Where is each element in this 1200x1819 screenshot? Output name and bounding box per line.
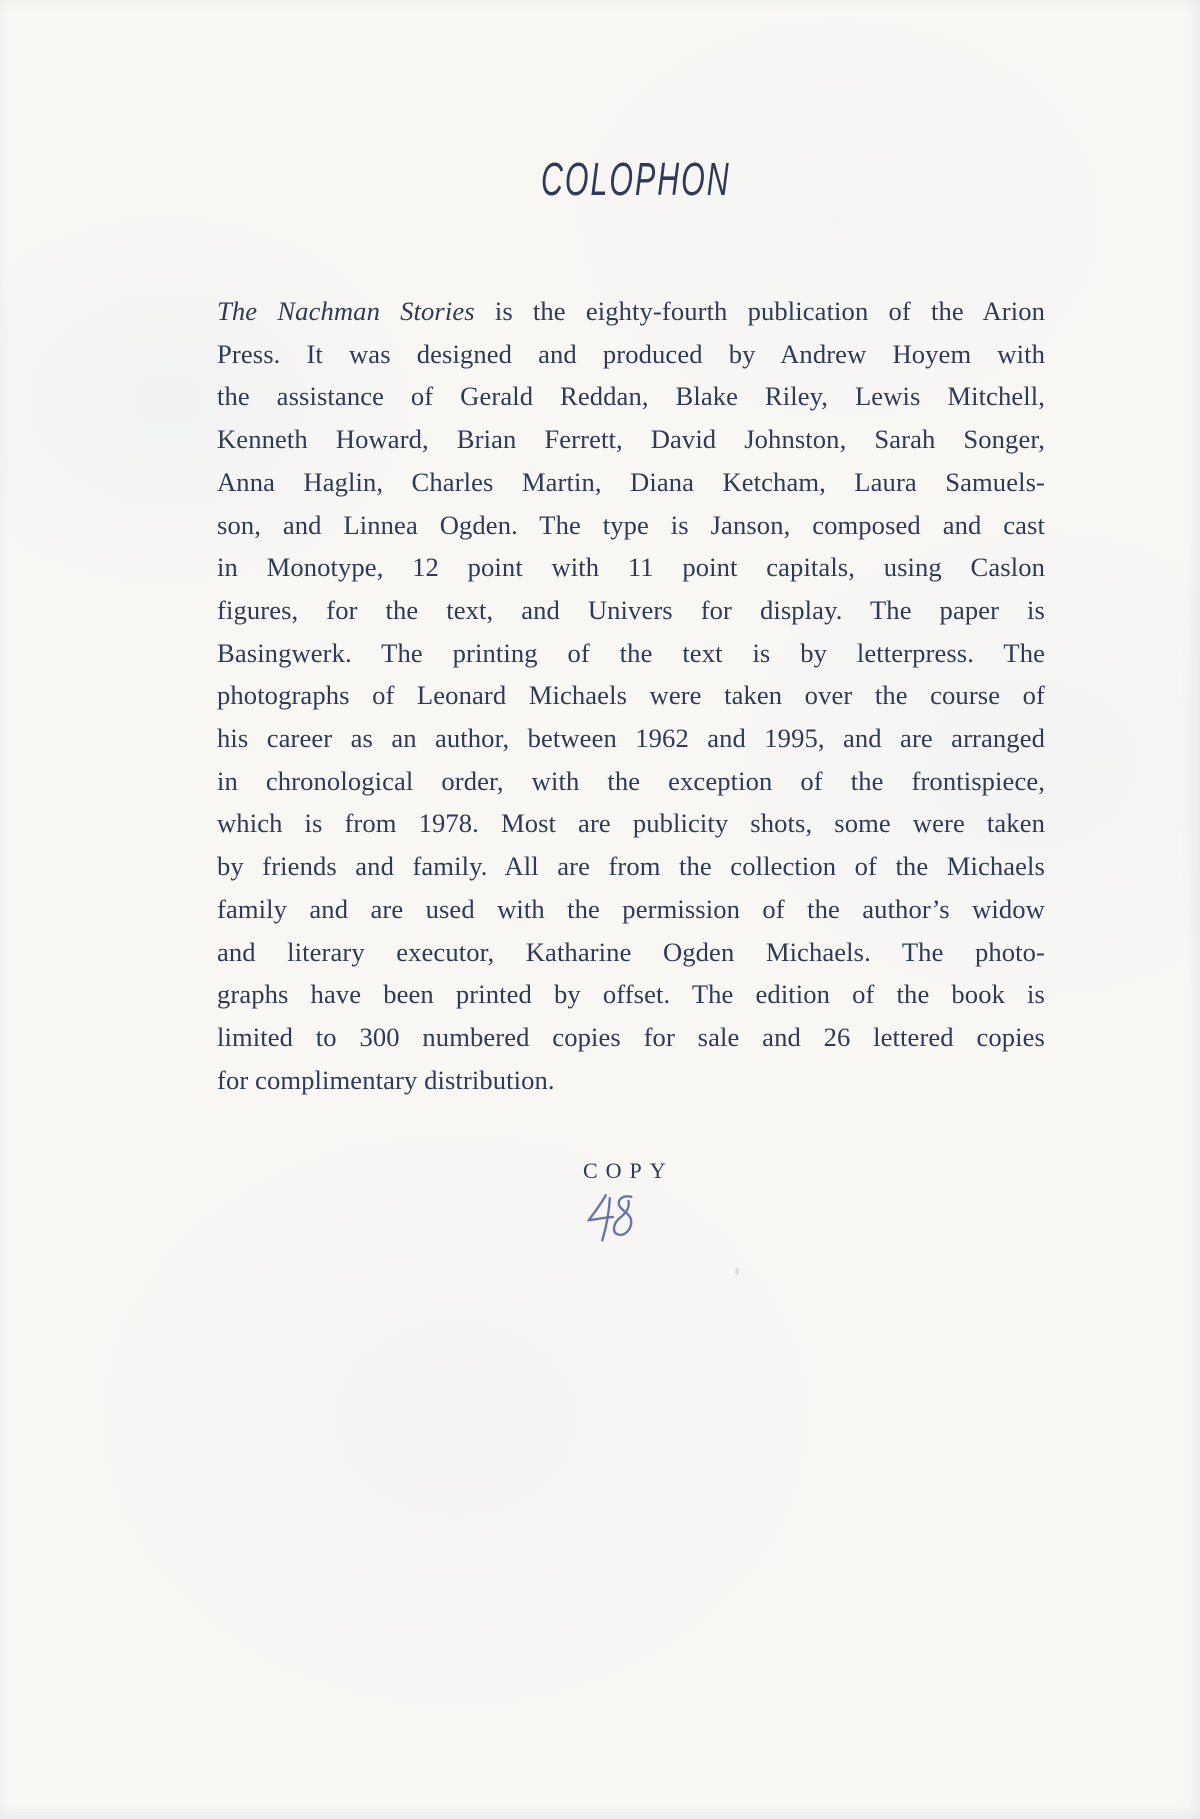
page-title: COLOPHON [541,153,731,205]
paragraph-line: photographs of Leonard Michaels were taken over the course of [217,680,1045,711]
paragraph-line: graphs have been printed by offset. The edition of the book is [217,979,1045,1010]
dust-speck [734,1268,740,1276]
paragraph-line: Anna Haglin, Charles Martin, Diana Ketcham, Laura Samuels- [217,466,1045,497]
paragraph-line: son, and Linnea Ogden. The type is Janson, composed and cast [217,509,1045,540]
copy-label: COPY [583,1158,674,1183]
paragraph-line: for complimentary distribution. [217,1064,555,1095]
paragraph-line: family and are used with the permission of the author’s widow [217,893,1045,924]
paragraph-line: Kenneth Howard, Brian Ferrett, David Johnston, Sarah Songer, [217,424,1045,455]
handwritten-48-glyph [581,1189,643,1245]
paragraph-line: Press. It was designed and produced by Andrew Hoyem with [217,338,1045,369]
book-title-italic: The Nachman Stories [217,296,475,326]
paragraph-line: in chronological order, with the exception of the frontispiece, [217,765,1045,796]
colophon-paragraph [217,290,1045,1101]
paragraph-line: Basingwerk. The printing of the text is by letterpress. The [217,637,1045,668]
paragraph-line: limited to 300 numbered copies for sale and 26 lettered copies [217,1021,1045,1052]
paragraph-line: the assistance of Gerald Reddan, Blake Riley, Lewis Mitchell, [217,381,1045,412]
paragraph-line: his career as an author, between 1962 and 1995, and are arranged [217,723,1045,754]
paragraph-line: The Nachman Stories is the eighty-fourth publication of the Arion [217,296,1045,326]
paragraph-line: and literary executor, Katharine Ogden Michaels. The photo- [217,936,1045,967]
handwritten-copy-number [581,1189,643,1245]
paragraph-line: in Monotype, 12 point with 11 point capitals, using Caslon [217,552,1045,583]
paragraph-line: by friends and family. All are from the collection of the Michaels [217,851,1045,882]
paragraph-line: figures, for the text, and Univers for display. The paper is [217,594,1045,625]
paragraph-line: which is from 1978. Most are publicity shots, some were taken [217,808,1045,839]
